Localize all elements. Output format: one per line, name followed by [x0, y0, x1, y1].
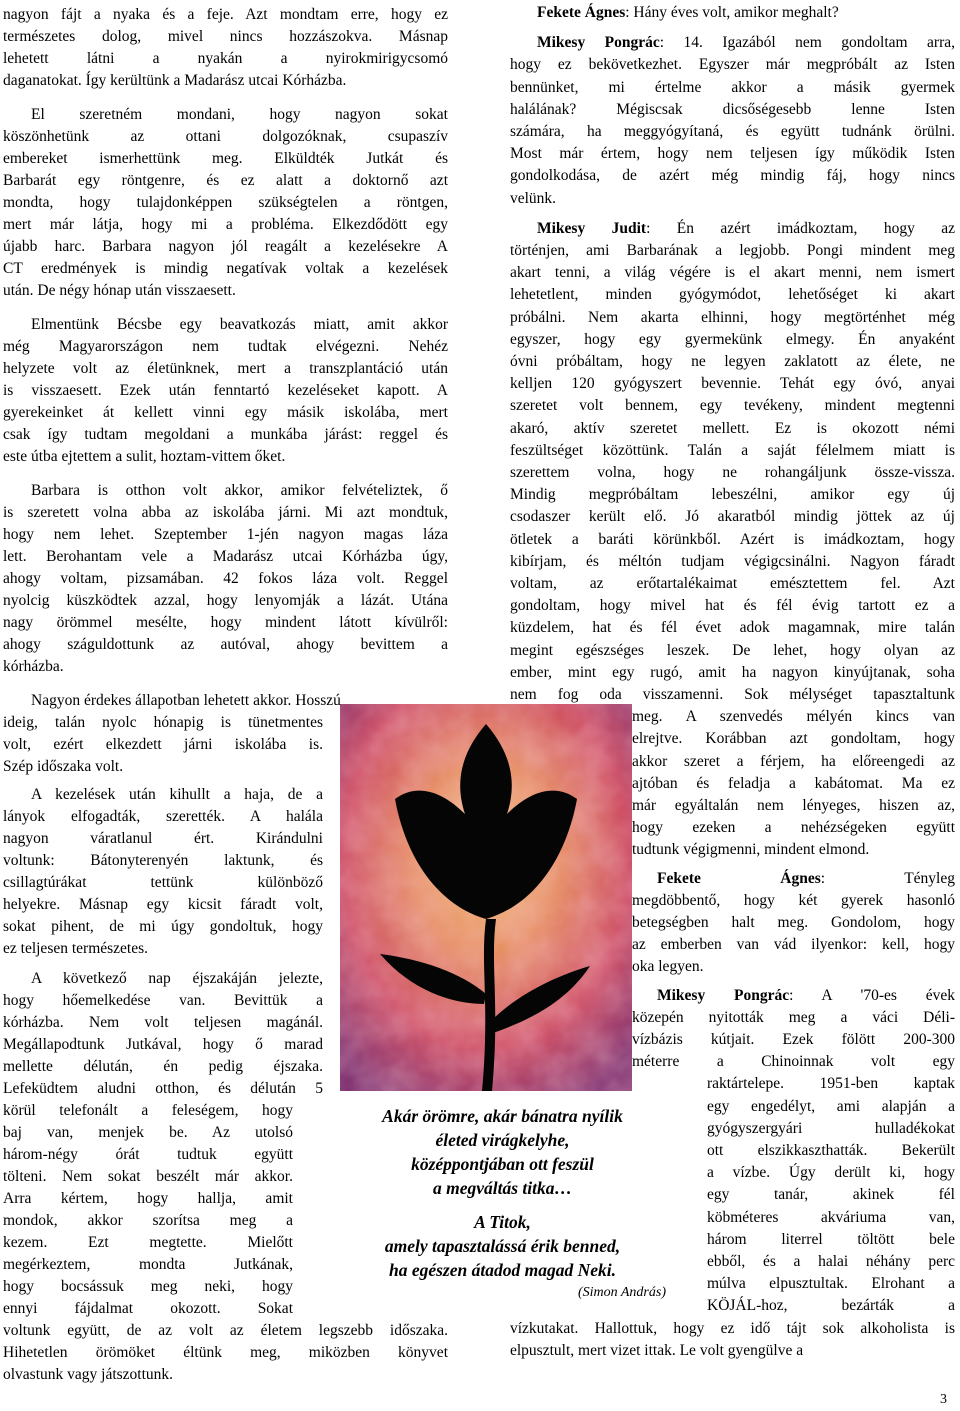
line-text: gondolkodása, de azért még mindig fáj, hogy nincs	[510, 167, 955, 185]
right-text-line	[510, 329, 955, 351]
speaker-line	[657, 868, 955, 890]
right-text-line	[510, 1340, 955, 1362]
left-text-line: újabb harc. Barbara nagyon jól reagált a kezelésekre A	[3, 238, 448, 255]
line-text: elpusztult, mert vizet ittak. Le volt gyengülve a	[510, 1341, 804, 1359]
left-text-line: CT eredmények is mindig negatívak voltak a kezelések	[3, 260, 448, 277]
line-text: raktártelepe. 1951-ben kaptak	[707, 1075, 955, 1093]
line-text: ember, mint egy rugó, amit ha nagyon kinyújtanak, soha	[510, 663, 955, 681]
right-text-line	[707, 1096, 955, 1118]
right-text-line	[632, 751, 955, 773]
left-text-line: olvastunk vagy játszottunk.	[3, 1366, 174, 1383]
line-text: vízkutakat. Hallottuk, hogy ez idő tájt sok alkoholista is	[510, 1319, 955, 1337]
right-text-line	[632, 890, 955, 912]
right-text-line	[632, 795, 955, 817]
left-text-line: még Magyarországon nem tudtak elvégezni. Nehéz	[3, 338, 448, 355]
left-text-line: kórházba.	[3, 658, 64, 675]
right-text-line	[707, 1140, 955, 1162]
right-text-line	[707, 1162, 955, 1184]
left-text-line: csak így tudtam megoldani a munkába járást: reggel és	[3, 426, 448, 443]
left-text-line: mondok, akkor szorítsa meg a	[3, 1212, 293, 1229]
left-text-line: ahogy voltam, pizsamában. 42 fokos láza volt. Reggel	[3, 570, 448, 587]
speaker-name: Mikesy Judit	[537, 219, 647, 237]
left-text-line: lehetett látni a nyakán a nyirokmirigycsomó	[3, 50, 448, 67]
poem-line: életed virágkelyhe,	[435, 1130, 570, 1150]
poem-line: a megváltás titka…	[432, 1178, 573, 1198]
right-text-line	[510, 529, 955, 551]
poem-line: Akár örömre, akár bánatra nyílik	[382, 1106, 623, 1126]
line-text: próbálni. Nem akarta elhinni, hogy megtörténhet még	[510, 308, 955, 326]
line-text: kelljen 120 gyógyszert bevennie. Tehát egy óvó, anyai	[510, 375, 955, 393]
right-text-line	[632, 817, 955, 839]
speaker-name: Mikesy Pongrác	[657, 986, 790, 1004]
line-text: : Én azért imádkoztam, hogy az	[646, 219, 955, 237]
line-text: akkor szeret a férjem, ha előreengedi az	[632, 752, 955, 770]
right-text-line	[632, 1051, 955, 1073]
line-text: KÖJÁL-hoz, bezárták a	[707, 1297, 955, 1315]
line-text: múlva elpusztultak. Elrohant a	[707, 1275, 955, 1293]
line-text: gondoltam, hogy mivel hat és fél évig tartott ez a	[510, 597, 955, 615]
line-text: szeretet volt bennem, egy tevékeny, mindent megtenni	[510, 397, 955, 415]
speaker-name: Fekete Ágnes	[657, 869, 821, 887]
left-text-line: Nagyon érdekes állapotban lehetett akkor. Hosszú	[31, 692, 341, 709]
right-text-line	[632, 728, 955, 750]
left-text-line: is visszaesett. Ezek után fenntartó kezeléseket kapott. A	[3, 382, 448, 399]
poem-line: ha egészen átadod magad Neki.	[388, 1260, 616, 1280]
right-text-line	[707, 1207, 955, 1229]
line-text: meg. A szenvedés mélyén kincs van	[632, 708, 955, 726]
line-text: : 14. Igazából nem gondoltam arra,	[659, 34, 955, 52]
line-text: óvni próbáltam, hogy ne legyen zaklatott az élete, ne	[510, 353, 955, 370]
line-text: oka legyen.	[632, 958, 704, 976]
left-text-line: természetes dolog, mivel nincs hozzászokva. Másnap	[3, 28, 448, 45]
line-text: ott elszikkaszthatták. Bekerült	[707, 1142, 955, 1159]
left-text-line: A kezelések után kihullt a haja, de a	[31, 786, 323, 803]
right-text-line	[632, 1007, 955, 1029]
right-text-line	[707, 1184, 955, 1206]
speaker-line	[537, 218, 955, 240]
line-text: halálának? Mégiscsak dicsőségesebb lenne Isten	[510, 100, 955, 118]
line-text: történjen, ami Barbarának a legjobb. Pongi mindent meg	[510, 242, 955, 259]
line-text: köbméteres akváriuma van,	[707, 1208, 955, 1226]
left-text-line: Barbara is otthon volt akkor, amikor felvételiztek, ő	[31, 482, 448, 499]
speaker-name: Fekete Ágnes	[537, 4, 626, 21]
left-text-line: este útba ejtettem a sulit, hoztam-vittem őket.	[3, 448, 286, 465]
right-text-line	[510, 617, 955, 639]
speaker-line	[657, 985, 955, 1007]
left-text-line: voltunk: Bátonyterenyén laktunk, és	[3, 852, 323, 869]
right-text-line	[707, 1229, 955, 1251]
speaker-line	[537, 2, 955, 24]
left-text-line: mert már látja, hogy mi a probléma. Elkezdődött egy	[3, 216, 448, 233]
line-text: vízbázis kútjait. Ezek fölött 200-300	[632, 1031, 955, 1048]
right-text-line	[707, 1273, 955, 1295]
line-text: gyógyszergyári hulladékokat	[707, 1119, 955, 1137]
left-text-line: hogy nem lehet. Szeptember 1-jén nagyon magas láza	[3, 526, 448, 543]
left-text-line: Elmentünk Bécsbe egy beavatkozás miatt, amit akkor	[31, 316, 448, 333]
poem-line: amely tapasztalássá érik benned,	[384, 1236, 621, 1256]
line-text: közepén nyitották meg a váci Déli-	[632, 1008, 955, 1026]
poem-author: (Simon András)	[577, 1285, 666, 1300]
line-text: feszültséget közöttünk. Talán a saját félelmem miatt is	[510, 441, 955, 459]
left-text-line: Lefeküdtem aludni otthon, és délután 5	[3, 1080, 323, 1097]
line-text: nem fog oda visszamenni. Sok mélységet tapasztaltunk	[510, 686, 955, 703]
line-text: megint egészséges leszek. De lehet, hogy olyan az	[510, 641, 955, 659]
poem-box	[330, 1104, 675, 1304]
left-text-line: helyekre. Másnap egy kicsit fáradt volt,	[3, 896, 323, 913]
left-text-line: körül telefonált a feleségem, hogy	[3, 1102, 293, 1119]
left-text-line: lett. Berohantam vele a Madarász utcai Kórházba úgy,	[3, 548, 448, 565]
speaker-name: Mikesy Pongrác	[537, 34, 660, 52]
line-text: voltam, az erőtartalékaimat emésztettem fel. Azt	[510, 575, 955, 592]
line-text: lehetetlent, minden gyógymódot, lehetőséget ki akart	[510, 286, 955, 304]
page-number: 3	[940, 1392, 947, 1407]
right-text-line	[510, 240, 955, 262]
right-text-line	[510, 440, 955, 462]
left-text-line: volt, ezért elkezdett járni iskolába is.	[3, 736, 323, 753]
left-text-line: nagyon váratlanul ért. Kirándulni	[3, 830, 323, 847]
left-text-line: is szeretett volna abba az iskolába járni. Mi azt mondtuk,	[3, 504, 448, 521]
right-text-line	[632, 1029, 955, 1051]
left-text-line: nagyon fájt a nyaka és a feje. Azt mondtam erre, hogy ez	[3, 6, 448, 23]
left-text-line: ideig, talán nyolc hónapig is tünetmentes	[3, 714, 323, 731]
left-text-line: hogy bocsássuk meg neki, hogy	[3, 1278, 293, 1295]
right-text-line	[510, 54, 955, 76]
right-text-line	[510, 143, 955, 165]
right-text-line	[510, 99, 955, 121]
left-text-line: csillagtúrákat tettünk különböző	[3, 874, 323, 891]
right-text-line	[510, 418, 955, 440]
left-text-line: Szép időszaka volt.	[3, 758, 124, 775]
line-text: egy tanár, akinek fél	[707, 1186, 955, 1204]
left-text-line: ez teljesen természetes.	[3, 940, 149, 957]
line-text: három literrel töltött bele	[707, 1230, 955, 1248]
poem-line: középpontjában ott feszül	[411, 1154, 594, 1174]
line-text: : A '70-es évek	[789, 986, 955, 1004]
left-text-line: hogy hőemelkedése van. Bevittük a	[3, 992, 323, 1009]
left-text-line: gyerekeinket át kellett vinni egy másik iskolába, mert	[3, 404, 448, 421]
line-text: hogy ezeken a nehézségeken együtt	[632, 819, 955, 837]
right-text-line	[707, 1295, 955, 1317]
left-text-line: Arra kértem, hogy hallja, amit	[3, 1190, 293, 1207]
right-text-line	[510, 307, 955, 329]
line-text: méterre a Chinoinnak volt egy	[632, 1053, 955, 1071]
left-text-line: köszönhetünk az ottani dolgozóknak, csupaszív	[3, 128, 448, 145]
right-text-line	[707, 1073, 955, 1095]
left-text-line: Barbarát egy röntgenre, és ez alatt a doktornő azt	[3, 172, 448, 189]
left-text-line: nagy örömmel mesélte, hogy mindent látott kívülről:	[3, 614, 448, 631]
left-text-line: Megállapodtunk Jutkával, hogy ő marad	[3, 1036, 323, 1053]
left-text-line: lányok elfogadták, szerették. A halála	[3, 808, 323, 825]
right-text-line	[707, 1118, 955, 1140]
line-text: küzdelem, hat és fél évet adok magamnak, mire talán	[510, 619, 955, 637]
right-text-line	[632, 706, 955, 728]
line-text: ajtóban és feladja a kabátomat. Ma ez	[632, 774, 955, 792]
left-text-line: daganatokat. Így kerültünk a Madarász utcai Kórházba.	[3, 72, 347, 89]
right-text-line	[510, 506, 955, 528]
line-text: a vízbe. Úgy derült ki, hogy	[707, 1164, 955, 1182]
line-text: szerettem volna, hogy ne rohangáljunk össze-vissza.	[510, 464, 955, 481]
line-text: : Hány éves volt, amikor meghalt?	[625, 4, 839, 21]
right-text-line	[510, 595, 955, 617]
left-text-line: kezem. Ezt megtette. Mielőtt	[3, 1234, 293, 1251]
right-text-line	[510, 484, 955, 506]
line-text: már egyáltalán nem lényeges, hiszen az,	[632, 797, 955, 814]
right-text-line	[510, 121, 955, 143]
left-text-line: helyzete volt az életünknek, mert a transzplantáció után	[3, 360, 448, 377]
left-text-line: ahogy száguldottunk az autóval, ahogy bevittem a	[3, 636, 448, 653]
left-text-line: sokat pihent, de mi úgy gondoltuk, hogy	[3, 918, 323, 935]
line-text: elrejtve. Korábban azt gondoltam, hogy	[632, 730, 955, 748]
poem-line: A Titok,	[474, 1212, 531, 1232]
line-text: ötletek a baráti körünkből. Azért is imádkoztam, hogy	[510, 530, 955, 548]
tulip-illustration	[340, 704, 632, 1091]
line-text: akaró, aktív szeretet mellett. Ez is okozott némi	[510, 419, 955, 437]
right-text-line	[632, 773, 955, 795]
line-text: ebből, és a halai néhány perc	[707, 1253, 955, 1270]
right-text-line	[510, 165, 955, 187]
left-text-line: nyolcig küszködtek azzal, hogy lenyomják a lázát. Utána	[3, 592, 448, 609]
line-text: akart tenni, a világ végére is el akart menni, nem ismert	[510, 264, 955, 282]
right-text-line	[632, 912, 955, 934]
right-text-line	[510, 262, 955, 284]
left-text-line: tölteni. Nem sokat beszélt már akkor.	[3, 1168, 293, 1185]
line-text: egy engedélyt, ami alapján a	[707, 1097, 955, 1115]
left-text-line: A következő nap éjszakáján jelezte,	[31, 970, 323, 987]
line-text: tudtunk végigmenni, mindent elmond.	[632, 841, 870, 859]
line-text: csodaszer került elő. Jó akaratból mindig jöttek az új	[510, 508, 955, 526]
left-text-line: embereket ismerhettünk meg. Elküldték Jutkát és	[3, 150, 448, 167]
line-text: : Tényleg	[820, 869, 955, 887]
line-text: Most már értem, hogy nem teljesen így működik Isten	[510, 145, 955, 163]
left-text-line: kórházba. Nem volt teljesen magánál.	[3, 1014, 323, 1031]
right-text-line	[632, 956, 955, 978]
left-text-line: három-négy órát tudtuk együtt	[3, 1146, 293, 1163]
line-text: az emberben van vád ilyenkor: kell, hogy	[632, 936, 955, 954]
right-text-line	[510, 684, 955, 706]
line-text: kibírjam, és méltón tudjam végigcsinálni. Nagyon fáradt	[510, 552, 955, 570]
right-text-line	[510, 351, 955, 373]
right-text-line	[632, 839, 955, 861]
left-text-line: mellette délután, én pedig éjszaka.	[3, 1058, 323, 1075]
right-text-line	[510, 640, 955, 662]
left-text-line: Hihetetlen örömöket éltünk meg, miközben könyvet	[3, 1344, 448, 1361]
right-text-line	[632, 934, 955, 956]
left-text-line: megérkeztem, mondta Jutkának,	[3, 1256, 293, 1273]
right-text-line	[510, 662, 955, 684]
right-text-line	[510, 462, 955, 484]
right-text-line	[510, 551, 955, 573]
left-text-line: voltunk együtt, de az volt az életem legszebb időszaka.	[3, 1322, 448, 1339]
left-text-line: ennyi fájdalmat okozott. Sokat	[3, 1300, 293, 1317]
line-text: számára, ha meggyógyítaná, és együtt tudnánk örülni.	[510, 123, 955, 140]
line-text: bennünket, mi értelme akkor a másik gyermek	[510, 78, 955, 96]
line-text: megdöbbentő, hogy két gyerek hasonló	[632, 891, 955, 909]
right-text-line	[510, 188, 955, 210]
line-text: betegségben halt meg. Gondolom, hogy	[632, 914, 955, 931]
line-text: hogy ez bekövetkezhet. Egyszer már megpróbált az Isten	[510, 56, 955, 74]
right-text-line	[510, 573, 955, 595]
right-text-line	[510, 395, 955, 417]
left-text-line: El szeretném mondani, hogy nagyon sokat	[31, 106, 448, 123]
right-text-line	[510, 373, 955, 395]
right-text-line	[510, 284, 955, 306]
left-text-line: baj van, menjek be. Az utolsó	[3, 1124, 293, 1141]
line-text: egyszer, hogy egy gyermekünk elmegy. Én anyaként	[510, 330, 955, 348]
left-text-line: után. De négy hónap után visszaesett.	[3, 282, 236, 299]
speaker-line	[537, 32, 955, 54]
right-text-line	[707, 1251, 955, 1273]
line-text: Mindig megpróbáltam lebeszélni, amikor egy új	[510, 486, 955, 504]
line-text: velünk.	[510, 189, 557, 207]
right-text-line	[510, 77, 955, 99]
right-text-line	[510, 1318, 955, 1340]
left-text-line: mondta, hogy tulajdonképpen szükségtelen a röntgen,	[3, 194, 448, 211]
